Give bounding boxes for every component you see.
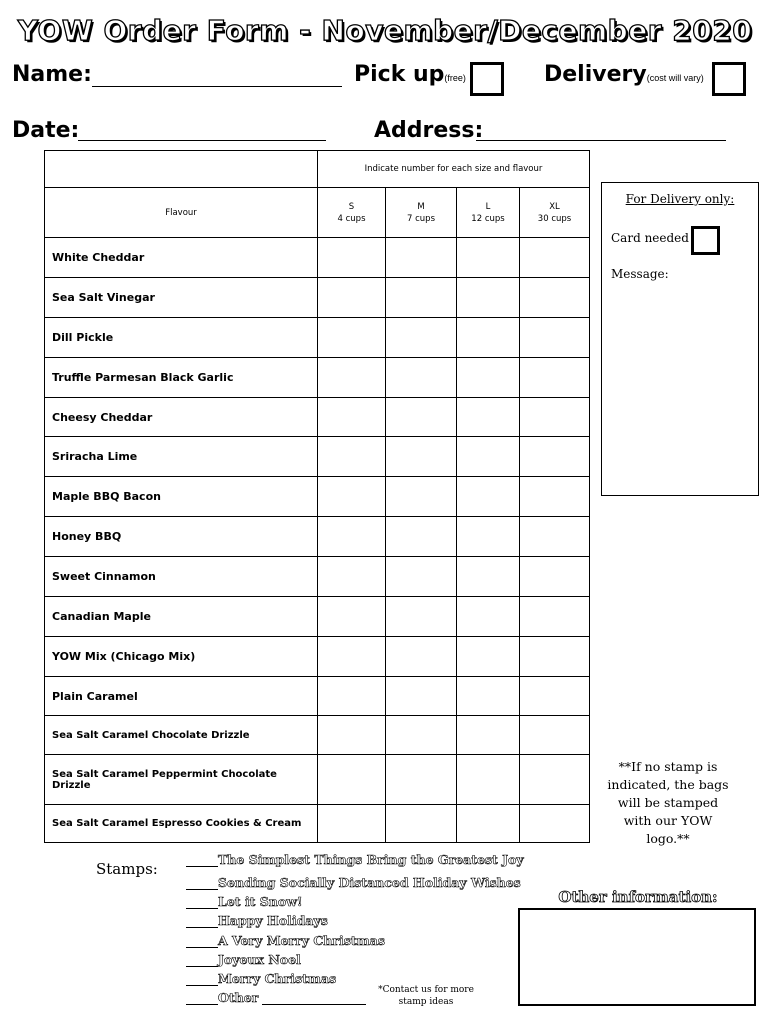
qty-cell-s[interactable] bbox=[318, 637, 386, 677]
size-instruction: Indicate number for each size and flavour bbox=[318, 151, 590, 188]
flavour-name: White Cheddar bbox=[45, 238, 318, 278]
qty-cell-l[interactable] bbox=[457, 805, 520, 843]
qty-cell-s[interactable] bbox=[318, 398, 386, 437]
instruction-row bbox=[45, 151, 590, 188]
qty-cell-xl[interactable] bbox=[520, 238, 590, 278]
size-cups: 30 cups bbox=[537, 213, 572, 224]
qty-cell-l[interactable] bbox=[457, 557, 520, 597]
qty-cell-xl[interactable] bbox=[520, 398, 590, 437]
qty-cell-m[interactable] bbox=[386, 238, 457, 278]
size-cups: 12 cups bbox=[471, 213, 505, 224]
message-label: Message: bbox=[611, 267, 669, 281]
qty-cell-s[interactable] bbox=[318, 716, 386, 755]
address-field[interactable] bbox=[476, 140, 726, 141]
date-field[interactable] bbox=[78, 140, 326, 141]
stamp-option[interactable] bbox=[186, 933, 385, 948]
qty-cell-xl[interactable] bbox=[520, 597, 590, 637]
flavour-name: Canadian Maple bbox=[45, 597, 318, 637]
qty-cell-l[interactable] bbox=[457, 437, 520, 477]
qty-cell-xl[interactable] bbox=[520, 716, 590, 755]
flavour-row bbox=[45, 318, 590, 358]
message-field[interactable] bbox=[608, 287, 752, 487]
pickup-checkbox[interactable] bbox=[470, 62, 504, 96]
flavour-name: Sea Salt Caramel Peppermint Chocolate Drizzle bbox=[45, 755, 318, 805]
flavour-row bbox=[45, 805, 590, 843]
stamp-option[interactable] bbox=[186, 990, 366, 1005]
flavour-row bbox=[45, 278, 590, 318]
stamp-label: Let it Snow! bbox=[218, 894, 303, 909]
stamp-blank[interactable] bbox=[186, 877, 218, 890]
delivery-note: (cost will vary) bbox=[646, 73, 704, 83]
blank-header-cell bbox=[45, 151, 318, 188]
qty-cell-m[interactable] bbox=[386, 437, 457, 477]
qty-cell-s[interactable] bbox=[318, 755, 386, 805]
qty-cell-l[interactable] bbox=[457, 517, 520, 557]
stamp-option[interactable] bbox=[186, 894, 302, 909]
qty-cell-s[interactable] bbox=[318, 517, 386, 557]
other-info-field[interactable] bbox=[518, 908, 756, 1006]
qty-cell-xl[interactable] bbox=[520, 517, 590, 557]
flavour-row bbox=[45, 557, 590, 597]
size-header-xl bbox=[520, 188, 590, 238]
qty-cell-m[interactable] bbox=[386, 398, 457, 437]
size-code: S bbox=[348, 201, 355, 212]
qty-cell-l[interactable] bbox=[457, 716, 520, 755]
stamp-blank[interactable] bbox=[186, 854, 218, 867]
qty-cell-s[interactable] bbox=[318, 358, 386, 398]
qty-cell-l[interactable] bbox=[457, 677, 520, 716]
stamp-label: The Simplest Things Bring the Greatest Joy bbox=[218, 852, 524, 867]
pickup-label: Pick up(free) bbox=[354, 62, 466, 87]
qty-cell-xl[interactable] bbox=[520, 437, 590, 477]
size-header-s bbox=[318, 188, 386, 238]
stamp-blank[interactable] bbox=[186, 935, 218, 948]
flavour-row bbox=[45, 358, 590, 398]
stamp-label: Happy Holidays bbox=[218, 913, 328, 928]
flavour-header: Flavour bbox=[45, 188, 318, 238]
stamp-option[interactable] bbox=[186, 875, 521, 890]
size-header-row bbox=[45, 188, 590, 238]
flavour-name: Cheesy Cheddar bbox=[45, 398, 318, 437]
qty-cell-s[interactable] bbox=[318, 677, 386, 716]
qty-cell-xl[interactable] bbox=[520, 677, 590, 716]
qty-cell-s[interactable] bbox=[318, 805, 386, 843]
stamp-option[interactable] bbox=[186, 952, 301, 967]
stamps-label: Stamps: bbox=[96, 860, 158, 878]
qty-cell-xl[interactable] bbox=[520, 755, 590, 805]
delivery-checkbox[interactable] bbox=[712, 62, 746, 96]
flavour-name: Truffle Parmesan Black Garlic bbox=[45, 358, 318, 398]
flavour-row bbox=[45, 437, 590, 477]
qty-cell-xl[interactable] bbox=[520, 477, 590, 517]
qty-cell-s[interactable] bbox=[318, 318, 386, 358]
stamp-blank[interactable] bbox=[186, 915, 218, 928]
qty-cell-s[interactable] bbox=[318, 597, 386, 637]
qty-cell-m[interactable] bbox=[386, 517, 457, 557]
qty-cell-m[interactable] bbox=[386, 716, 457, 755]
stamp-option[interactable] bbox=[186, 971, 336, 986]
size-code: L bbox=[485, 201, 491, 212]
card-needed-label: Card needed bbox=[611, 231, 689, 245]
qty-cell-s[interactable] bbox=[318, 238, 386, 278]
stamp-option[interactable] bbox=[186, 852, 524, 867]
size-header-m bbox=[386, 188, 457, 238]
qty-cell-s[interactable] bbox=[318, 437, 386, 477]
date-label: Date: bbox=[12, 118, 80, 143]
size-code: M bbox=[417, 201, 425, 212]
flavour-row bbox=[45, 597, 590, 637]
stamp-blank[interactable] bbox=[186, 973, 218, 986]
flavour-row bbox=[45, 238, 590, 278]
card-needed-checkbox[interactable] bbox=[691, 226, 720, 255]
stamp-blank[interactable] bbox=[186, 992, 218, 1005]
qty-cell-m[interactable] bbox=[386, 637, 457, 677]
order-table bbox=[44, 150, 590, 843]
flavour-row bbox=[45, 716, 590, 755]
qty-cell-l[interactable] bbox=[457, 477, 520, 517]
size-cups: 7 cups bbox=[407, 213, 435, 224]
flavour-name: Sriracha Lime bbox=[45, 437, 318, 477]
stamp-blank[interactable] bbox=[186, 954, 218, 967]
name-label: Name: bbox=[12, 62, 92, 87]
qty-cell-s[interactable] bbox=[318, 557, 386, 597]
flavour-name: Sea Salt Vinegar bbox=[45, 278, 318, 318]
flavour-name: Sea Salt Caramel Chocolate Drizzle bbox=[45, 716, 318, 755]
flavour-row bbox=[45, 398, 590, 437]
qty-cell-l[interactable] bbox=[457, 238, 520, 278]
qty-cell-m[interactable] bbox=[386, 477, 457, 517]
flavour-row bbox=[45, 477, 590, 517]
flavour-name: Sweet Cinnamon bbox=[45, 557, 318, 597]
contact-note: *Contact us for more stamp ideas bbox=[378, 985, 474, 1007]
flavour-row bbox=[45, 677, 590, 716]
stamp-option[interactable] bbox=[186, 913, 328, 928]
qty-cell-l[interactable] bbox=[457, 318, 520, 358]
qty-cell-l[interactable] bbox=[457, 755, 520, 805]
qty-cell-l[interactable] bbox=[457, 278, 520, 318]
other-stamp-field[interactable] bbox=[262, 992, 366, 1005]
flavour-row bbox=[45, 517, 590, 557]
stamp-note: **If no stamp is indicated, the bags will be stamped with our YOW logo.** bbox=[607, 759, 729, 846]
qty-cell-l[interactable] bbox=[457, 358, 520, 398]
address-label: Address: bbox=[374, 118, 484, 143]
qty-cell-xl[interactable] bbox=[520, 358, 590, 398]
stamp-label: A Very Merry Christmas bbox=[218, 933, 385, 948]
stamp-label: Merry Christmas bbox=[218, 971, 337, 986]
qty-cell-m[interactable] bbox=[386, 318, 457, 358]
stamp-label: Other bbox=[218, 990, 259, 1005]
stamp-label: Joyeux Noel bbox=[218, 952, 301, 967]
qty-cell-m[interactable] bbox=[386, 677, 457, 716]
size-code: XL bbox=[549, 201, 560, 212]
qty-cell-s[interactable] bbox=[318, 477, 386, 517]
flavour-name: Plain Caramel bbox=[45, 677, 318, 716]
flavour-row bbox=[45, 637, 590, 677]
flavour-row bbox=[45, 755, 590, 805]
qty-cell-s[interactable] bbox=[318, 278, 386, 318]
name-field[interactable] bbox=[92, 86, 342, 87]
delivery-only-box bbox=[601, 182, 759, 496]
flavour-name: YOW Mix (Chicago Mix) bbox=[45, 637, 318, 677]
qty-cell-xl[interactable] bbox=[520, 637, 590, 677]
form-title: YOW Order Form - November/December 2020 bbox=[17, 14, 753, 47]
qty-cell-l[interactable] bbox=[457, 597, 520, 637]
stamp-label: Sending Socially Distanced Holiday Wishes bbox=[218, 875, 521, 890]
flavour-name: Dill Pickle bbox=[45, 318, 318, 358]
qty-cell-m[interactable] bbox=[386, 557, 457, 597]
qty-cell-m[interactable] bbox=[386, 805, 457, 843]
qty-cell-l[interactable] bbox=[457, 398, 520, 437]
size-cups: 4 cups bbox=[337, 213, 366, 224]
delivery-only-title: For Delivery only: bbox=[625, 192, 735, 206]
qty-cell-l[interactable] bbox=[457, 637, 520, 677]
stamp-blank[interactable] bbox=[186, 896, 218, 909]
qty-cell-xl[interactable] bbox=[520, 805, 590, 843]
pickup-note: (free) bbox=[444, 73, 466, 83]
delivery-label: Delivery(cost will vary) bbox=[544, 62, 704, 87]
qty-cell-xl[interactable] bbox=[520, 557, 590, 597]
qty-cell-m[interactable] bbox=[386, 278, 457, 318]
flavour-name: Sea Salt Caramel Espresso Cookies & Cream bbox=[45, 805, 318, 843]
size-header-l bbox=[457, 188, 520, 238]
flavour-name: Honey BBQ bbox=[45, 517, 318, 557]
qty-cell-xl[interactable] bbox=[520, 318, 590, 358]
qty-cell-m[interactable] bbox=[386, 358, 457, 398]
flavour-name: Maple BBQ Bacon bbox=[45, 477, 318, 517]
qty-cell-m[interactable] bbox=[386, 755, 457, 805]
other-info-label: Other information: bbox=[558, 888, 718, 906]
qty-cell-xl[interactable] bbox=[520, 278, 590, 318]
qty-cell-m[interactable] bbox=[386, 597, 457, 637]
